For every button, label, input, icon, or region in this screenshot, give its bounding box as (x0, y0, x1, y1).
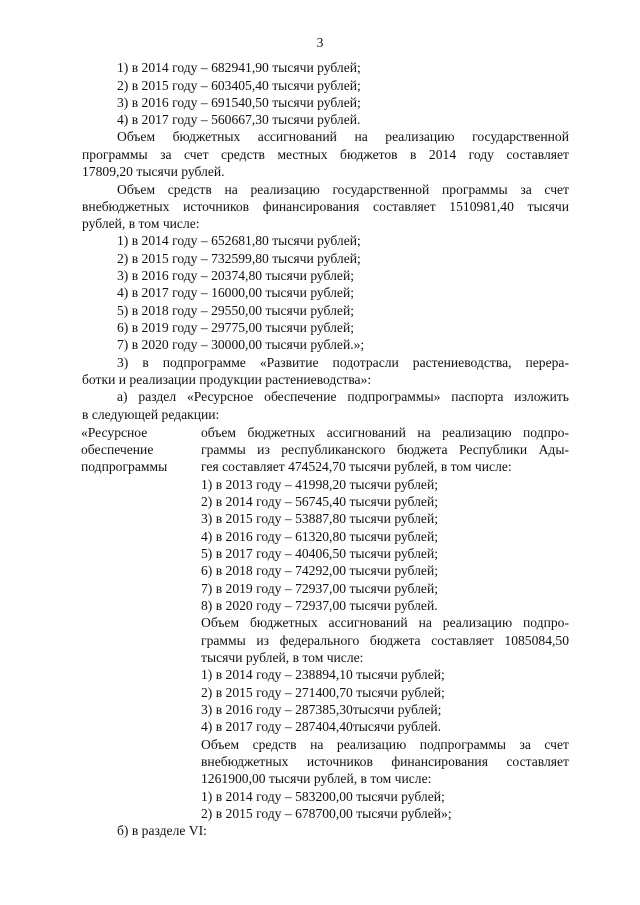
table-text-line: гея составляет 474524,70 тысячи рублей, в том числе: (201, 459, 512, 474)
text-line: 4) в 2017 году – 16000,00 тысячи рублей; (117, 285, 355, 300)
table-text-line: 7) в 2019 году – 72937,00 тысячи рублей; (201, 581, 439, 596)
table-text-line: объем бюджетных ассигнований на реализацию подпро- (201, 425, 569, 440)
table-label-line: обеспечение (81, 442, 154, 457)
text-line: 5) в 2018 году – 29550,00 тысячи рублей; (117, 303, 355, 318)
table-text-line: 2) в 2015 году – 678700,00 тысячи рублей»; (201, 806, 452, 821)
table-text-line: Объем бюджетных ассигнований на реализацию подпро- (201, 615, 569, 630)
text-line: 4) в 2017 году – 560667,30 тысячи рублей. (117, 112, 361, 127)
table-text-line: 2) в 2014 году – 56745,40 тысячи рублей; (201, 494, 439, 509)
text-line: 17809,20 тысячи рублей. (82, 164, 225, 179)
text-line: программы за счет средств местных бюджетов в 2014 году составляет (82, 147, 569, 162)
table-text-line: граммы из федерального бюджета составляет 1085084,50 (201, 633, 569, 648)
table-text-line: 3) в 2016 году – 287385,30тысячи рублей; (201, 702, 442, 717)
table-text-line: 5) в 2017 году – 40406,50 тысячи рублей; (201, 546, 439, 561)
text-line: 3) в 2016 году – 20374,80 тысячи рублей; (117, 268, 355, 283)
table-text-line: 6) в 2018 году – 74292,00 тысячи рублей; (201, 563, 439, 578)
table-text-line: 2) в 2015 году – 271400,70 тысячи рублей; (201, 685, 445, 700)
text-line: а) раздел «Ресурсное обеспечение подпрограммы» паспорта изложить (117, 389, 569, 404)
table-label-line: «Ресурсное (81, 425, 148, 440)
text-line: Объем бюджетных ассигнований на реализацию государственной (117, 129, 569, 144)
text-line: в следующей редакции: (82, 407, 220, 422)
text-line: 1) в 2014 году – 652681,80 тысячи рублей; (117, 233, 361, 248)
text-line: 1) в 2014 году – 682941,90 тысячи рублей; (117, 60, 361, 75)
table-label-line: подпрограммы (81, 459, 168, 474)
table-text-line: 4) в 2016 году – 61320,80 тысячи рублей; (201, 529, 439, 544)
table-text-line: 1) в 2014 году – 583200,00 тысячи рублей; (201, 789, 445, 804)
text-line: 3) в 2016 году – 691540,50 тысячи рублей; (117, 95, 361, 110)
table-text-line: 8) в 2020 году – 72937,00 тысячи рублей. (201, 598, 438, 613)
text-line: ботки и реализации продукции растениеводства»: (82, 372, 372, 387)
text-line: Объем средств на реализацию государственной программы за счет (117, 182, 569, 197)
text-line: 2) в 2015 году – 732599,80 тысячи рублей; (117, 251, 361, 266)
table-text-line: 3) в 2015 году – 53887,80 тысячи рублей; (201, 511, 439, 526)
table-text-line: 1) в 2013 году – 41998,20 тысячи рублей; (201, 477, 439, 492)
text-line: 3) в подпрограмме «Развитие подотрасли растениеводства, перера- (117, 355, 569, 370)
table-text-line: 1) в 2014 году – 238894,10 тысячи рублей; (201, 667, 445, 682)
page-number: 3 (316, 35, 324, 50)
text-line: 2) в 2015 году – 603405,40 тысячи рублей; (117, 78, 361, 93)
table-text-line: внебюджетных источников финансирования составляет (201, 754, 569, 769)
table-text-line: 1261900,00 тысячи рублей, в том числе: (201, 771, 432, 786)
table-text-line: граммы из республиканского бюджета Республики Ады- (201, 442, 569, 457)
text-line: 6) в 2019 году – 29775,00 тысячи рублей; (117, 320, 355, 335)
text-line: внебюджетных источников финансирования составляет 1510981,40 тысячи (82, 199, 569, 214)
text-line: 7) в 2020 году – 30000,00 тысячи рублей.»; (117, 337, 365, 352)
table-text-line: Объем средств на реализацию подпрограммы за счет (201, 737, 569, 752)
text-line: б) в разделе VI: (117, 823, 207, 838)
text-line: рублей, в том числе: (82, 216, 200, 231)
table-text-line: 4) в 2017 году – 287404,40тысячи рублей. (201, 719, 442, 734)
table-text-line: тысячи рублей, в том числе: (201, 650, 364, 665)
